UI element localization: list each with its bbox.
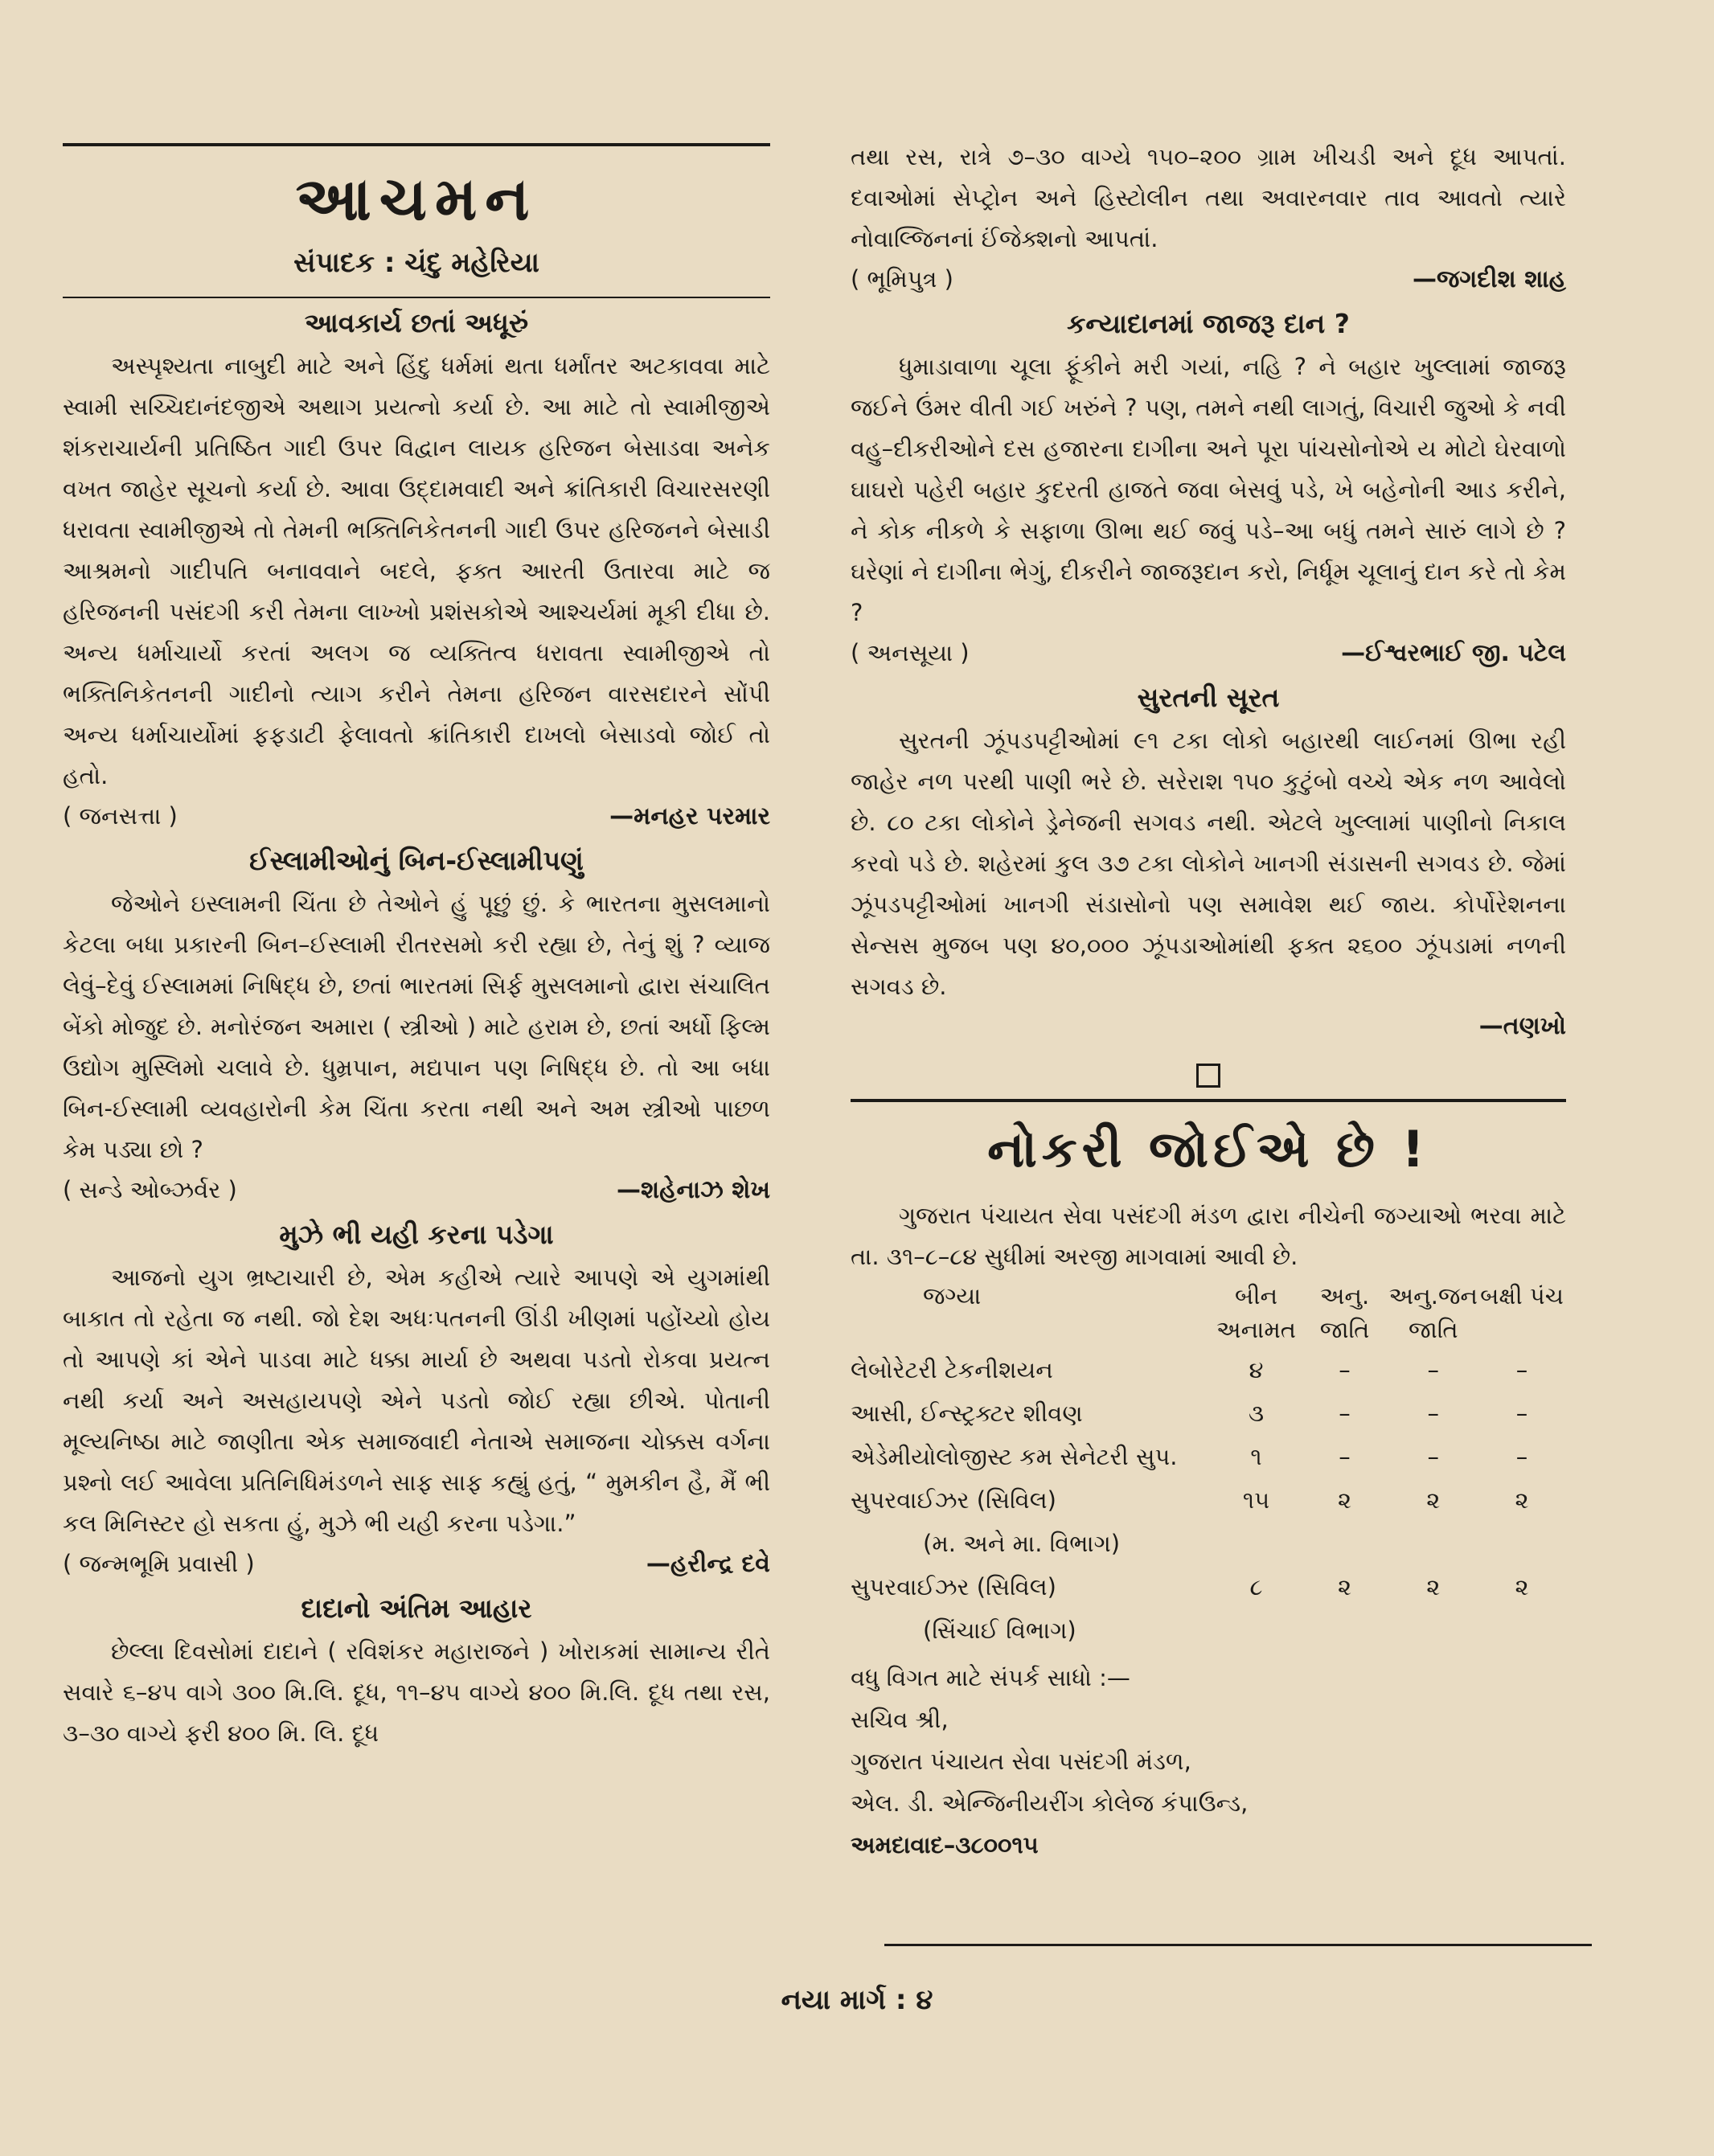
table-header-row xyxy=(851,1277,1566,1348)
top-rule xyxy=(63,143,770,146)
article-heading: આવકાર્ય છતાં અધૂરું xyxy=(304,307,529,339)
article-heading: મુઝે ભી યહી કરના પડેગા xyxy=(279,1219,554,1251)
article-body: અસ્પૃશ્યતા નાબુદી માટે અને હિંદુ ધર્મમાં થતા ધર્માંતર અટકાવવા માટે સ્વામી સચ્ચિદાનંદજીએ અથાગ પ્રયત્નો કર્યા છે. આ માટે તો સ્વામીજીએ શંકરાચાર્યની પ્રતિષ્ઠિત ગાદી ઉપર વિદ્વાન લાયક હરિજન બેસાડવા અનેક વખત જાહેર સૂચનો કર્યા છે. આવા ઉદ્દામવાદી અને ક્રાંતિકારી વિચારસરણી ધરાવતા સ્વામીજીએ તો તેમની ભક્તિનિકેતનની ગાદી ઉપર હરિજનને બેસાડી આશ્રમનો ગાદીપતિ બનાવવાને બદલે, ફક્ત આરતી ઉતારવા માટે જ હરિજનની પસંદગી કરી તેમના લાખ્ખો પ્રશંસકોએ આશ્ચર્યમાં મૂકી દીધા છે. અન્ય ધર્માચાર્યો કરતાં અલગ જ વ્યક્તિત્વ ધરાવતા સ્વામીજીએ તો ભક્તિનિકેતનની ગાદીનો ત્યાગ કરીને તેમના હરિજન વારસદારને સોંપી અન્ય ધર્માચાર્યોમાં ફફડાટી ફેલાવતો ક્રાંતિકારી દાખલો બેસાડવો જોઈ તો હતો. xyxy=(63,352,770,790)
left-column xyxy=(63,143,770,1754)
cell-unreserved: ૪ xyxy=(1249,1356,1264,1384)
table-row xyxy=(851,1565,1566,1609)
continued-body: તથા રસ, રાત્રે ૭–૩૦ વાગ્યે ૧૫૦–૨૦૦ ગ્રામ ખીચડી અને દૂધ આપતાં. દવાઓમાં સેપ્ટ્રોન અને હિસ્ટોલીન તથા અવારનવાર તાવ આવતો ત્યારે નોવાલ્જિનનાં ઈંજેક્શનો આપતાં. xyxy=(851,143,1566,252)
post-name: સુપરવાઈઝર (સિવિલ) xyxy=(851,1486,1056,1515)
cell-unreserved: ૩ xyxy=(1248,1400,1265,1428)
editor-rule xyxy=(63,297,770,298)
post-name: આસી, ઈન્સ્ટ્રક્ટર શીવણ xyxy=(851,1400,1083,1428)
editor-line: સંપાદક : ચંદુ મહેરિયા xyxy=(293,247,539,280)
contact-line: વધુ વિગત માટે સંપર્ક સાધો :— xyxy=(851,1664,1130,1692)
article-signature xyxy=(851,260,1566,299)
bottom-rule xyxy=(884,1944,1592,1946)
table-row xyxy=(851,1348,1566,1392)
table-row xyxy=(851,1478,1566,1522)
contact-line: એલ. ડી. એન્જિનીયરીંગ કોલેજ કંપાઉન્ડ, xyxy=(851,1789,1249,1818)
article-author: —શહેનાઝ શેખ xyxy=(616,1176,770,1205)
jobs-title: નોકરી જોઈએ છે ! xyxy=(987,1119,1429,1178)
post-department: (મ. અને મા. વિભાગ) xyxy=(923,1530,1121,1558)
table-row xyxy=(851,1435,1566,1478)
article-signature xyxy=(63,797,770,836)
cell-sc: – xyxy=(1339,1400,1351,1428)
article-source: ( અનસૂયા ) xyxy=(851,638,970,666)
article-body: ધુમાડાવાળા ચૂલા ફૂંકીને મરી ગયાં, નહિ ? ને બહાર ખુલ્લામાં જાજરૂ જઈને ઉંમર વીતી ગઈ ખરુંને ? પણ, તમને નથી લાગતું, વિચારી જુઓ કે નવી વહુ–દીકરીઓને દસ હજારના દાગીના અને પૂરા પાંચસોનોએ ય મોટો ઘેરવાળો ઘાઘરો પહેરી બહાર કુદરતી હાજતે જવા બેસવું પડે, ખે બહેનોની આડ કરીને, ને કોક નીકળે કે સફાળા ઊભા થઈ જવું પડે–આ બધું તમને સારું લાગે છે ? ઘરેણાં ને દાગીના ભેગું, દીકરીને જાજરૂદાન કરો, નિર્ધૂમ ચૂલાનું દાન કરે તો કેમ ? xyxy=(851,352,1566,626)
article-author: —હરીન્દ્ર દવે xyxy=(646,1550,770,1579)
article-author: —મનહર પરમાર xyxy=(609,802,770,831)
post-name: સુપરવાઈઝર (સિવિલ) xyxy=(851,1573,1056,1601)
cell-st: – xyxy=(1427,1443,1440,1471)
jobs-top-rule xyxy=(851,1099,1566,1102)
cell-unreserved: ૧ xyxy=(1250,1443,1262,1471)
header-st: અનુ.જન જાતિ xyxy=(1388,1282,1478,1344)
cell-st: – xyxy=(1427,1356,1440,1384)
article-author: —જગદીશ શાહ xyxy=(1412,265,1566,293)
article-heading: ઈસ્લામીઓનું બિન-ઈસ્લામીપણું xyxy=(249,845,584,877)
section-title: આચમન xyxy=(295,165,538,234)
article-signature xyxy=(63,1544,770,1584)
jobs-table xyxy=(851,1277,1566,1652)
contact-block xyxy=(851,1657,1566,1866)
contact-line: ગુજરાત પંચાયત સેવા પસંદગી મંડળ, xyxy=(851,1748,1191,1776)
cell-obc: – xyxy=(1515,1443,1528,1471)
cell-sc: – xyxy=(1339,1443,1351,1471)
contact-city: અમદાવાદ–૩૮૦૦૧૫ xyxy=(851,1831,1039,1859)
square-ornament-icon xyxy=(1196,1064,1220,1088)
cell-obc: – xyxy=(1515,1400,1528,1428)
article-body: આજનો યુગ ભ્રષ્ટાચારી છે, એમ કહીએ ત્યારે આપણે એ યુગમાંથી બાકાત તો રહેતા જ નથી. જો દેશ અધઃપતનની ઊંડી ખીણમાં પહોંચ્યો હોય તો આપણે કાં એને પાડવા માટે ધક્કા માર્યા છે અથવા પડતો રોકવા પ્રયત્ન નથી કર્યા અને અસહાયપણે એને પડતો જોઈ રહ્યા છીએ. પોતાની મૂલ્યનિષ્ઠા માટે જાણીતા એક સમાજવાદી નેતાએ સમાજના ચોક્કસ વર્ગના પ્રશ્નો લઈ આવેલા પ્રતિનિધિમંડળને સાફ સાફ કહ્યું હતું, “ મુમકીન હૈ, મૈં ભી કલ મિનિસ્ટર હો સકતા હું, મુઝે ભી યહી કરના પડેગા.” xyxy=(63,1264,770,1538)
cell-st: ૨ xyxy=(1426,1573,1441,1601)
header-sc: અનુ. જાતિ xyxy=(1319,1282,1370,1344)
header-obc: બક્ષી પંચ xyxy=(1480,1282,1564,1310)
article-heading: દાદાનો અંતિમ આહાર xyxy=(301,1592,532,1625)
cell-st: ૨ xyxy=(1426,1486,1441,1515)
table-row-subtitle xyxy=(851,1609,1566,1652)
post-department: (સિંચાઈ વિભાગ) xyxy=(923,1617,1076,1645)
article-source: ( જન્મભૂમિ પ્રવાસી ) xyxy=(63,1550,255,1578)
contact-line: સચિવ શ્રી, xyxy=(851,1706,949,1734)
article-body: જેઓને ઇસ્લામની ચિંતા છે તેઓને હું પૂછું છું. કે ભારતના મુસલમાનો કેટલા બધા પ્રકારની બિન–ઈસ્લામી રીતરસમો કરી રહ્યા છે, તેનું શું ? વ્યાજ લેવું–દેવું ઈસ્લામમાં નિષિદ્ધ છે, છતાં ભારતમાં સિર્ફ મુસલમાનો દ્વારા સંચાલિત બેંકો મોજુદ છે. મનોરંજન અમારા ( સ્ત્રીઓ ) માટે હરામ છે, છતાં અર્ધો ફિલ્મ ઉદ્યોગ મુસ્લિમો ચલાવે છે. ધુમ્રપાન, મદ્યપાન પણ નિષિદ્ધ છે. તો આ બધા બિન-ઈસ્લામી વ્યવહારોની કેમ ચિંતા કરતા નથી અને અમ સ્ત્રીઓ પાછળ કેમ પડ્યા છો ? xyxy=(63,890,770,1164)
article-signature xyxy=(851,633,1566,673)
cell-obc: ૨ xyxy=(1515,1573,1529,1601)
article-heading: કન્યાદાનમાં જાજરૂ દાન ? xyxy=(1067,308,1350,339)
article-body: સુરતની ઝૂંપડપટ્ટીઓમાં ૯૧ ટકા લોકો બહારથી લાઈનમાં ઊભા રહી જાહેર નળ પરથી પાણી ભરે છે. સરેરાશ ૧૫૦ કુટુંબો વચ્ચે એક નળ આવેલો છે. ૮૦ ટકા લોકોને ડ્રેનેજની સગવડ નથી. એટલે ખુલ્લામાં પાણીનો નિકાલ કરવો પડે છે. શહેરમાં કુલ ૩૭ ટકા લોકોને ખાનગી સંડાસની સગવડ છે. જેમાં ઝૂંપડપટ્ટીઓમાં ખાનગી સંડાસોનો પણ સમાવેશ થઈ જાય. કોર્પોરેશનના સેન્સસ મુજબ પણ ૪૦,૦૦૦ ઝૂંપડાઓમાંથી ફક્ત ૨૬૦૦ ઝૂંપડામાં નળની સગવડ છે. xyxy=(851,726,1566,1000)
table-row-subtitle xyxy=(851,1522,1566,1565)
post-name: લેબોરેટરી ટેકનીશયન xyxy=(851,1356,1053,1384)
cell-obc: – xyxy=(1515,1356,1528,1384)
cell-obc: ૨ xyxy=(1515,1486,1529,1515)
post-name: એડેમીયોલોજીસ્ટ કમ સેનેટરી સુપ. xyxy=(851,1443,1178,1471)
article-source: ( ભૂમિપુત્ર ) xyxy=(851,265,953,293)
header-unreserved: બીન અનામત xyxy=(1216,1282,1297,1344)
page-footer: નયા માર્ગ : ૪ xyxy=(781,1984,933,2016)
article-source: ( જનસત્તા ) xyxy=(63,802,178,830)
article-author: —ઈશ્વરભાઈ જી. પટેલ xyxy=(1341,638,1566,667)
article-body: છેલ્લા દિવસોમાં દાદાને ( રવિશંકર મહારાજને ) ખોરાકમાં સામાન્ય રીતે સવારે ૬–૪૫ વાગે ૩૦૦ મિ.લિ. દૂધ, ૧૧–૪૫ વાગ્યે ૪૦૦ મિ.લિ. દૂધ તથા રસ, ૩–૩૦ વાગ્યે ફરી ૪૦૦ મિ. લિ. દૂધ xyxy=(63,1637,770,1747)
article-heading: સુરતની સૂરત xyxy=(1137,681,1280,713)
table-row xyxy=(851,1392,1566,1435)
article-author: —તણખો xyxy=(1478,1011,1566,1040)
jobs-intro: ગુજરાત પંચાયત સેવા પસંદગી મંડળ દ્વારા નીચેની જગ્યાઓ ભરવા માટે તા. ૩૧–૮–૮૪ સુધીમાં અરજી માગવામાં આવી છે. xyxy=(851,1202,1566,1271)
cell-unreserved: ૧૫ xyxy=(1242,1486,1270,1515)
header-post: જગ્યા xyxy=(923,1282,982,1310)
cell-sc: ૨ xyxy=(1338,1486,1352,1515)
cell-sc: – xyxy=(1339,1356,1351,1384)
cell-sc: ૨ xyxy=(1338,1573,1352,1601)
article-source: ( સન્ડે ઓબ્ઝર્વર ) xyxy=(63,1176,237,1204)
cell-st: – xyxy=(1427,1400,1440,1428)
cell-unreserved: ૮ xyxy=(1249,1573,1263,1601)
article-signature xyxy=(63,1170,770,1210)
right-column xyxy=(851,137,1566,1866)
